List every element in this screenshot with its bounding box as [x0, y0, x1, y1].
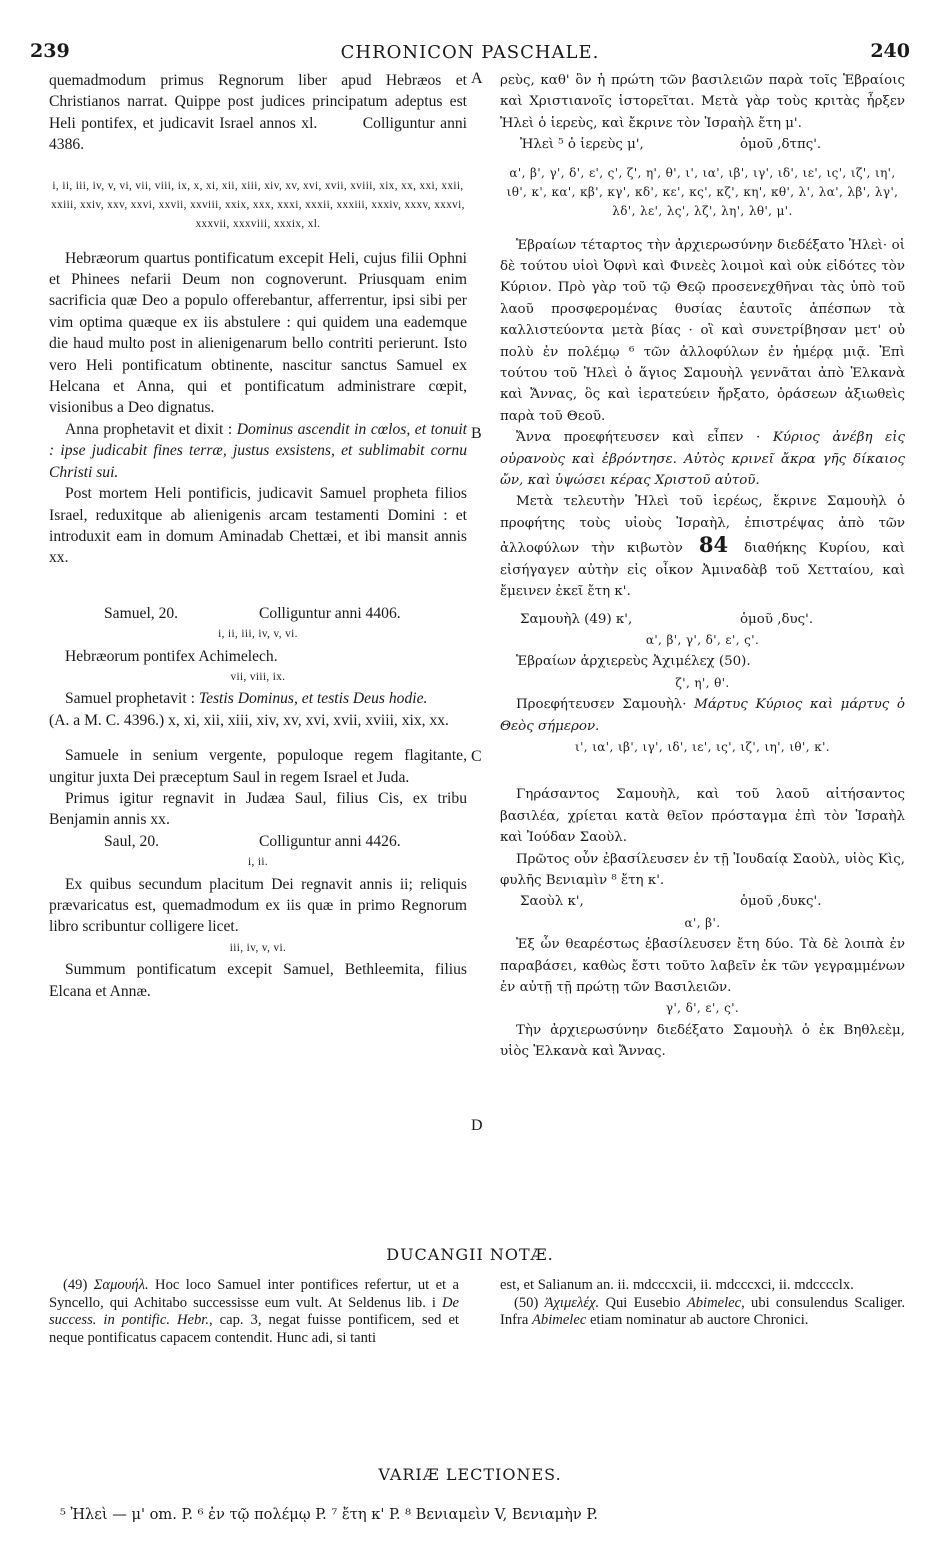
note-label: (49): [63, 1277, 88, 1293]
note-label: (50): [514, 1294, 539, 1311]
greek-text: Προεφήτευσεν Σαμουὴλ·: [516, 697, 687, 713]
margin-letter-d: D: [471, 1117, 483, 1134]
latin-numerals: i, ii, iii, iv, v, vi, vii, viii, ix, x, xi, xii, xiii, xiv, xv, xvi, xvii, xviii, xix, xx, xxi, xxii, xxiii, xxiv, xxv, xxvi, xxvii, xxviii, xxix, xxx, xxxi, xxxii, xxxiii, xxxiv, xxxv, xxxvi, xxxvii, xxxviii, xxxix, xl.: [51, 179, 465, 230]
page-number-left: 239: [30, 40, 70, 62]
greek-text: Ἑβραίων τέταρτος τὴν ἀρχιερωσύνην διεδέξατο Ἠλεὶ· οἱ δὲ τούτου υἱοὶ Ὀφνὶ καὶ Φινεὲς λοιμοὶ καὶ οὐκ εἰδότες τὸν Κύριον. Πρὸ γὰρ τοῦ τῷ Θεῷ προσενεχθῆναι τὰς ὑπὸ τοῦ λαοῦ προσφερομένας θυσίας ἑαυτοῖς ἀπέσπων τὰ καλλιστεύοντα μετὰ βίας · οἳ καὶ συνετρίβησαν μετ' οὐ πολὺ ἐν πολέμῳ: [500, 237, 905, 360]
variae-heading: VARIÆ LECTIONES.: [378, 1465, 562, 1484]
note-lemma: Σαμουήλ.: [93, 1277, 149, 1293]
note-text: , ubi consulendus Scaliger. Infra: [500, 1294, 905, 1329]
greek-tally-row: [500, 891, 905, 912]
latin-numerals: i, ii, iii, iv, v, vi.: [218, 628, 298, 641]
margin-letter-c: C: [471, 748, 482, 765]
latin-paragraph: Ex quibus secundum placitum Dei regnavit annis ii; reliquis prævaricatus est, quemadmodum ex iis quæ in primo Regnorum libro scribuntur colligere licet.: [49, 875, 467, 936]
latin-quote: Testis Dominus, et testis Deus hodie.: [198, 690, 428, 708]
latin-reign: Samuel, 20.: [104, 604, 179, 622]
greek-paragraph: [500, 235, 905, 428]
greek-paragraph: Γηράσαντος Σαμουὴλ, καὶ τοῦ λαοῦ αἰτήσαντος βασιλέα, χρίεται κατὰ θεῖον πρόσταγμα ἐπὶ τὸν Ἰσραὴλ καὶ Ἰούδαν Σαοὺλ.: [500, 787, 905, 846]
running-header: [30, 40, 910, 70]
latin-paragraph: Summum pontificatum excepit Samuel, Bethleemita, filius Elcana et Annæ.: [49, 961, 467, 1000]
note-name: Abimelec: [532, 1312, 587, 1329]
greek-paragraph: [500, 427, 905, 491]
note-citation: De success. in pontific. Hebr.: [49, 1294, 460, 1329]
greek-reign: Ἠλεὶ ⁵ ὁ ἱερεὺς μ',: [520, 137, 644, 153]
greek-text: τῶν ἀλλοφύλων ἐν ἡμέρᾳ μιᾷ. Ἐπὶ τούτου τοῦ Ἠλεὶ ὁ ἅγιος Σαμουὴλ γεννᾶται ἀπὸ Ἐλκανὰ καὶ Ἄννας, ὃς καὶ ἱερατεύειν ἤρξατο, ὁράσεων ἀξιωθεὶς παρὰ τοῦ Θεοῦ.: [500, 344, 905, 424]
latin-paragraph: (A. a M. C. 4396.) x, xi, xii, xiii, xiv, xv, xvi, xvii, xviii, xix, xx.: [49, 711, 449, 729]
greek-numerals: α', β'.: [684, 915, 721, 930]
greek-numerals: ι', ια', ιβ', ιγ', ιδ', ιε', ις', ιζ', ιη', ιθ', κ'.: [574, 739, 831, 754]
note-50: [500, 1295, 905, 1330]
greek-text: Ἄννα προεφήτευσεν καὶ εἶπεν ·: [516, 430, 761, 446]
latin-quote: Dominus ascendit in cœlos, et tonuit : ipse judicabit fines terræ, justus exsistens, et sublimabit cornu Christi sui.: [49, 420, 467, 481]
latin-tally-row: [49, 831, 467, 852]
latin-tally: Colliguntur anni 4406.: [259, 604, 401, 622]
latin-column: [49, 70, 467, 1002]
note-lemma: Ἀχιμελέχ.: [544, 1294, 600, 1311]
latin-paragraph: Hebræorum pontifex Achimelech.: [65, 647, 278, 665]
latin-text: Anna prophetavit et dixit :: [65, 420, 233, 438]
note-name: Abimelec: [686, 1294, 742, 1311]
greek-quote: Μάρτυς Κύριος καὶ μάρτυς ὁ Θεὸς σήμερον.: [500, 697, 905, 734]
latin-numerals: vii, viii, ix.: [230, 670, 286, 683]
column-marker: 84: [698, 532, 729, 558]
margin-letter-a: A: [471, 70, 483, 87]
latin-paragraph: Post mortem Heli pontificis, judicavit Samuel propheta filios Israel, reduxitque ab alienigenis arcam testamenti Domini : et introduxit eam in domum Aminadab Chettæi, et ibi mansit annis xx.: [49, 485, 467, 567]
greek-numerals: α', β', γ', δ', ε', ς'.: [645, 632, 760, 647]
footnote-mark: ⁶: [628, 344, 635, 360]
latin-tally-row: [49, 603, 467, 624]
greek-text: διαθήκης Κυρίου, καὶ εἰσήγαγεν αὐτὴν εἰς οἶκον Ἀμιναδὰβ τοῦ Χετταίου, καὶ ἔμεινεν ἐκεῖ ἔτη κ'.: [500, 541, 905, 600]
variae-lectiones: ⁵ Ἠλεὶ — μ' om. P. ⁶ ἐν τῷ πολέμῳ P. ⁷ ἔτη κ' P. ⁸ Βενιαμεὶν V, Βενιαμὴν P.: [60, 1506, 598, 1523]
greek-numerals: γ', δ', ε', ς'.: [665, 1001, 740, 1016]
greek-reign: Σαμουὴλ (49) κ',: [520, 611, 633, 627]
latin-tally: Colliguntur anni 4426.: [259, 832, 401, 850]
latin-paragraph: [49, 419, 467, 483]
page-number-right: 240: [870, 40, 910, 62]
latin-numerals: iii, iv, v, vi.: [229, 941, 287, 954]
latin-paragraph: Hebræorum quartus pontificatum excepit Heli, cujus filii Ophni et Phinees nefarii Deum non cognoverunt. Priusquam enim sacrificia quæ Deo a populo offerebantur, afferrentur, ipsi sibi per vim optima quæque ex iis abstulere : qui quidem una eademque die haud multo post in alienigenarum bello contriti perierunt. Isto vero Heli pontificatum obtinente, nascitur sanctus Samuel ex Helcana et Anna, qui et pontificatum administrare cœpit, visionibus a Deo dignatus.: [49, 249, 467, 417]
latin-paragraph: [49, 70, 467, 156]
note-column-right: [500, 1277, 905, 1330]
greek-paragraph: Πρῶτος οὖν ἐβασίλευσεν ἐν τῇ Ἰουδαίᾳ Σαοὺλ, υἱὸς Κὶς, φυλῆς Βενιαμὶν ⁸ ἔτη κ'.: [500, 851, 905, 888]
note-text: Hoc loco Samuel inter pontifices refertur, ut et a Syncello, qui Achitabo successisse eum vult. At Seldenus lib. i: [49, 1277, 459, 1311]
greek-reign: Σαοὺλ κ',: [520, 894, 584, 910]
latin-paragraph: [49, 688, 467, 709]
greek-tally: ὁμοῦ ,δυκς'.: [740, 894, 822, 910]
greek-text: Μετὰ τελευτὴν Ἠλεὶ τοῦ ἱερέως, ἔκρινε Σαμουὴλ ὁ προφήτης τοὺς υἱοὺς Ἰσραὴλ, ἐπιστρέψας ἀπὸ τῶν ἀλλοφύλων τὴν κιβωτὸν: [500, 494, 905, 557]
latin-tally: Colliguntur anni 4386.: [49, 114, 467, 154]
latin-paragraph: Samuele in senium vergente, populoque regem flagitante, ungitur juxta Dei præceptum Saul in regem Israel et Juda.: [49, 747, 467, 786]
note-49-continued: est, et Salianum an. ii. mdcccxcii, ii. mdcccxci, ii. mdcccclx.: [500, 1277, 854, 1293]
latin-reign: Saul, 20.: [104, 832, 160, 850]
greek-column: [500, 70, 905, 1063]
note-text: etiam nominatur ab auctore Chronici.: [589, 1312, 809, 1329]
greek-paragraph: Ἑβραίων ἀρχιερεὺς Ἀχιμέλεχ (50).: [516, 654, 751, 670]
greek-paragraph: [500, 694, 905, 737]
note-text: Qui Eusebio: [605, 1294, 681, 1311]
latin-text: quemadmodum primus Regnorum liber apud Hebræos et Christianos narrat. Quippe post judices principatum adeptus est Heli pontifex, et judicavit Israel annos xl.: [49, 72, 467, 132]
greek-tally-row: [500, 134, 905, 155]
greek-paragraph: Τὴν ἀρχιερωσύνην διεδέξατο Σαμουὴλ ὁ ἐκ Βηθλεὲμ, υἱὸς Ἐλκανὰ καὶ Ἄννας.: [500, 1022, 905, 1060]
latin-numerals: i, ii.: [247, 856, 269, 869]
greek-tally: ὁμοῦ ,δυς'.: [740, 611, 814, 627]
greek-paragraph: [500, 491, 905, 602]
page-title: CHRONICON PASCHALE.: [340, 42, 600, 63]
latin-paragraph: Primus igitur regnavit in Judæa Saul, filius Cis, ex tribu Benjamin annis xx.: [49, 789, 467, 829]
greek-paragraph: Ἐξ ὧν θεαρέστως ἐβασίλευσεν ἔτη δύο. Τὰ δὲ λοιπὰ ἐν παραβάσει, καθὼς ἔστι τοῦτο λαβεῖν ἐκ τῶν γεγραμμένων ἐν αὐτῇ τῇ πρώτῃ τῶν Βασιλειῶν.: [500, 937, 905, 995]
greek-paragraph: ρεὺς, καθ' ὃν ἡ πρώτη τῶν βασιλειῶν παρὰ τοῖς Ἑβραίοις καὶ Χριστιανοῖς ἱστορεῖται. Μετὰ γὰρ τοὺς κριτὰς ἦρξεν Ἠλεὶ ὁ ἱερεὺς, καὶ ἔκρινε τὸν Ἰσραὴλ ἔτη μ'.: [500, 73, 905, 131]
notes-heading: DUCANGII NOTÆ.: [386, 1245, 554, 1264]
greek-tally-row: [500, 609, 905, 630]
greek-quote: Κύριος ἀνέβη εἰς οὐρανοὺς καὶ ἐβρόντησε. Αὐτὸς κρινεῖ ἄκρα γῆς δίκαιος ὤν, καὶ ὑψώσει κέρας Χριστοῦ αὐτοῦ.: [500, 430, 905, 489]
latin-text: Samuel prophetavit :: [65, 690, 195, 708]
note-49: [49, 1277, 459, 1347]
greek-numerals: ζ', η', θ'.: [675, 675, 730, 690]
greek-numerals: α', β', γ', δ', ε', ς', ζ', η', θ', ι', ια', ιβ', ιγ', ιδ', ιε', ις', ιζ', ιη', ιθ', κ', κα', κβ', κγ', κδ', κε', κς', κζ', κη', κθ', λ', λα', λβ', λγ', λδ', λε', λς', λζ', λη', λθ', μ'.: [506, 165, 899, 218]
margin-letter-b: B: [471, 425, 482, 442]
note-text: , cap. 3, negat fuisse pontificem, sed et neque pontificatus capacem contendit. Hunc adi, si tanti: [49, 1312, 459, 1346]
greek-tally: ὁμοῦ ,δτπς'.: [740, 137, 822, 153]
